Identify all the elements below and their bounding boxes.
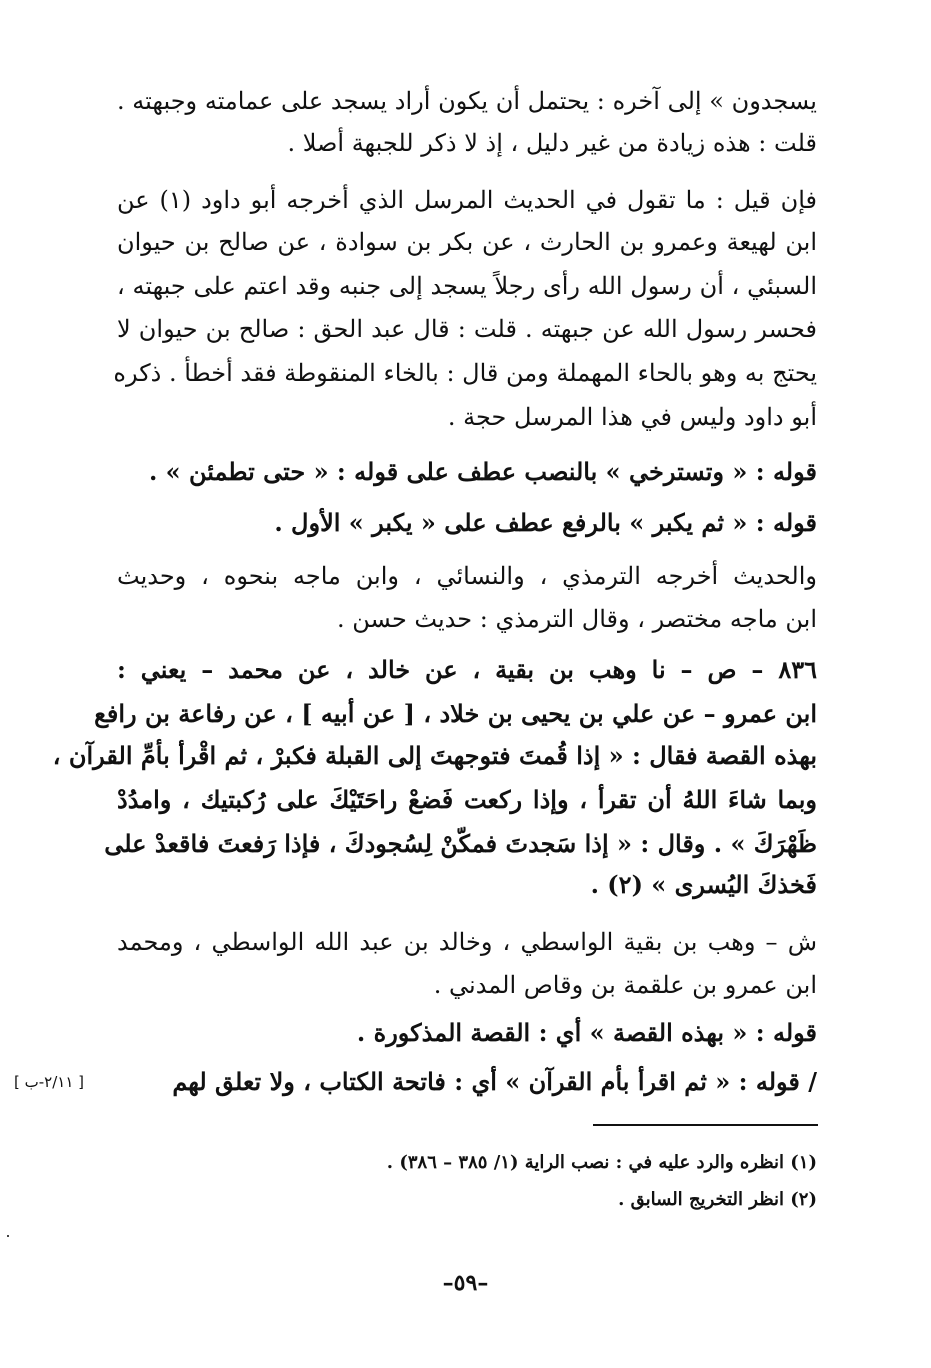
text-line: ابن عمرو بن علقمة بن وقاص المدني . (433, 971, 817, 999)
text-line: السبئي ، أن رسول الله رأى رجلاً يسجد إلى جنبه وقد اعتم على جبهته ، (117, 272, 817, 300)
text-line: أبو داود وليس في هذا المرسل حجة . (447, 403, 817, 431)
text-line: / قوله : « ثم اقرأ بأم القرآن » أي : فاتحة الكتاب ، ولا تعلق لهم (172, 1067, 817, 1096)
footnote: (٢) انظر التخريج السابق . (618, 1189, 817, 1210)
text-line: قوله : « وتسترخي » بالنصب عطف على قوله : « حتى تطمئن » . (148, 457, 817, 486)
text-line: قوله : « ثم يكبر » بالرفع عطف على « يكبر » الأول . (274, 508, 817, 537)
hadith-line: بهذه القصة فقال : « إذا قُمتَ فتوجهتَ إلى القبلة فكبرْ ، ثم اقْرأ بأمِّ القرآن ، (52, 741, 817, 770)
text-line: قلت : هذه زيادة من غير دليل ، إذ لا ذكر للجبهة أصلا . (287, 129, 817, 157)
hadith-line: ٨٣٦ – ص – نا وهب بن بقية ، عن خالد ، عن محمد – يعني : (117, 655, 817, 684)
text-line: يحتج به وهو بالحاء المهملة ومن قال : بالخاء المنقوطة فقد أخطأ . ذكره (113, 359, 817, 387)
hadith-line: وبما شاءَ اللهُ أن تقرأ ، وإذا ركعت فَضعْ راحَتَيْكَ على رُكبتيك ، وامدُدْ (117, 785, 817, 814)
text-line: ش – وهب بن بقية الواسطي ، وخالد بن عبد الله الواسطي ، ومحمد (117, 928, 817, 956)
text-line: ابن لهيعة وعمرو بن الحارث ، عن بكر بن سوادة ، عن صالح بن حيوان (117, 228, 817, 256)
footnote-divider (593, 1124, 818, 1126)
margin-reference: [ ٢/١١-ب ] (14, 1073, 85, 1091)
text-line: والحديث أخرجه الترمذي ، والنسائي ، وابن ماجه بنحوه ، وحديث (117, 562, 817, 590)
hadith-line: ظَهْرَكَ » . وقال : « إذا سَجدتَ فمكّنْ لِسُجودكَ ، فإذا رَفعتَ فاقعدْ على (104, 829, 817, 858)
text-line: قوله : « بهذه القصة » أي : القصة المذكورة . (356, 1018, 817, 1047)
text-line: يسجدون » إلى آخره : يحتمل أن يكون أراد يسجد على عمامته وجبهته . (117, 87, 817, 115)
text-line: فإن قيل : ما تقول في الحديث المرسل الذي أخرجه أبو داود (١) عن (117, 186, 817, 214)
page-number: –٥٩– (442, 1270, 489, 1296)
text-line: فحسر رسول الله عن جبهته . قلت : قال عبد الحق : صالح بن حيوان لا (117, 315, 817, 343)
scan-mark (7, 1235, 9, 1237)
footnote: (١) انظره والرد عليه في : نصب الراية (١/ ٣٨٥ – ٣٨٦) . (386, 1152, 817, 1173)
hadith-line: ابن عمرو – عن علي بن يحيى بن خلاد ، [ عن أبيه ] ، عن رفاعة بن رافع (94, 699, 817, 728)
hadith-line: فَخذكَ اليُسرى » (٢) . (590, 870, 817, 899)
text-line: ابن ماجه مختصر ، وقال الترمذي : حديث حسن . (337, 605, 817, 633)
